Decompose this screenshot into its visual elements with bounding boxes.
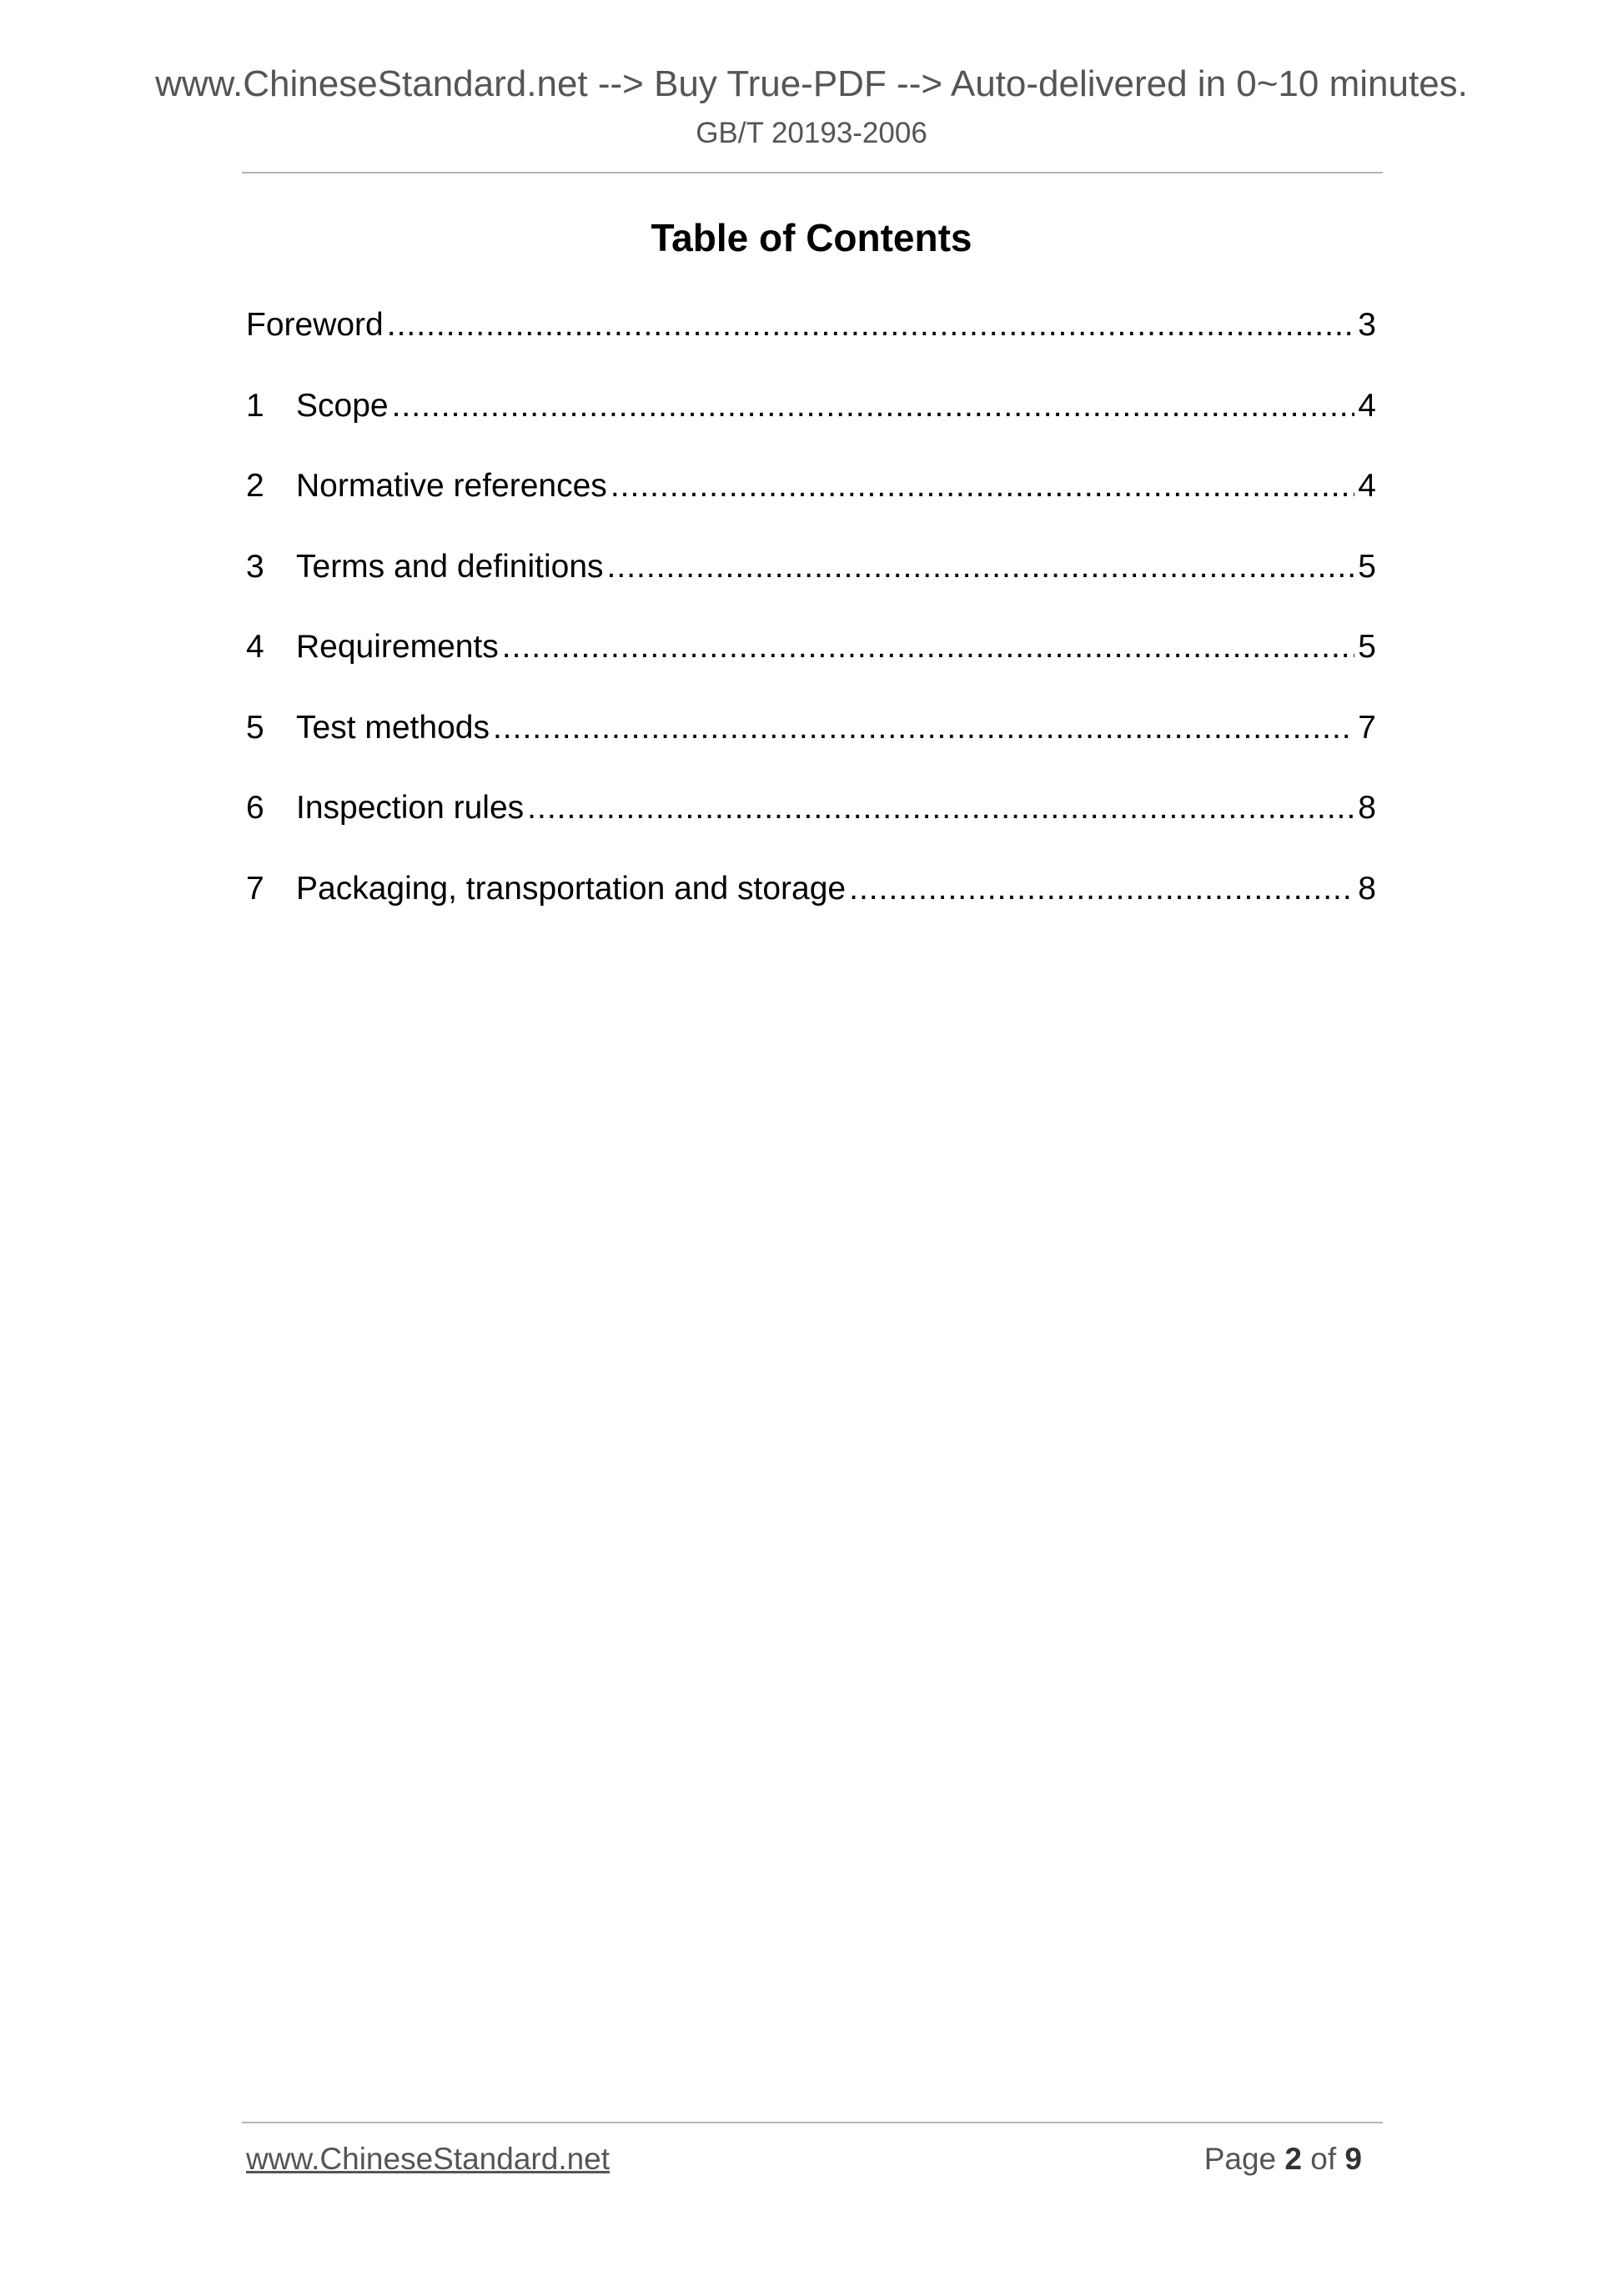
toc-entry-text: Foreword (246, 307, 384, 343)
toc-entry-page: 8 (1358, 790, 1376, 826)
toc-entry-requirements[interactable] (246, 629, 1376, 710)
toc-leader-dots (527, 790, 1354, 826)
toc-entry-number: 7 (246, 870, 264, 907)
toc-entry-number: 4 (246, 629, 264, 665)
table-of-contents (246, 307, 1376, 951)
toc-entry-number: 6 (246, 790, 264, 826)
header-divider (242, 172, 1383, 173)
toc-entry-page: 8 (1358, 870, 1376, 907)
toc-entry-number: 3 (246, 548, 264, 585)
toc-entry-number: 1 (246, 387, 264, 424)
toc-leader-dots (392, 388, 1355, 425)
footer-divider (242, 2122, 1383, 2123)
toc-entry-page: 7 (1358, 709, 1376, 746)
toc-entry-text: Terms and definitions (296, 548, 604, 585)
toc-entry-number: 2 (246, 468, 264, 504)
page-indicator (1204, 2142, 1362, 2177)
toc-entry-text: Packaging, transportation and storage (296, 870, 847, 907)
toc-title: Table of Contents (651, 216, 972, 259)
toc-entry-text: Scope (296, 387, 389, 424)
page-label: Page (1203, 2142, 1277, 2176)
toc-entry-foreword[interactable] (246, 307, 1376, 388)
toc-entry-packaging[interactable] (246, 871, 1376, 952)
toc-entry-page: 5 (1358, 548, 1376, 585)
toc-leader-dots (502, 629, 1355, 666)
toc-entry-text: Normative references (296, 468, 607, 504)
toc-entry-text: Requirements (296, 629, 499, 665)
toc-entry-page: 4 (1358, 468, 1376, 504)
page-of-label: of (1310, 2142, 1337, 2176)
toc-leader-dots (607, 549, 1355, 585)
toc-entry-page: 4 (1358, 387, 1376, 424)
toc-entry-page: 3 (1358, 307, 1376, 343)
toc-entry-scope[interactable] (246, 388, 1376, 469)
page-total: 9 (1344, 2142, 1362, 2176)
toc-entry-page: 5 (1358, 629, 1376, 665)
toc-entry-number: 5 (246, 709, 264, 746)
header-banner: www.ChineseStandard.net --> Buy True-PDF --> Auto-delivered in 0~10 minutes. (155, 63, 1468, 104)
toc-entry-normative-references[interactable] (246, 468, 1376, 549)
toc-leader-dots (493, 710, 1354, 746)
toc-leader-dots (611, 468, 1354, 505)
page-current: 2 (1284, 2142, 1302, 2176)
toc-entry-text: Inspection rules (296, 790, 525, 826)
toc-entry-text: Test methods (296, 709, 490, 746)
toc-leader-dots (849, 871, 1354, 907)
toc-entry-terms-and-definitions[interactable] (246, 549, 1376, 630)
toc-leader-dots (387, 307, 1355, 344)
standard-code: GB/T 20193-2006 (696, 117, 927, 149)
toc-entry-test-methods[interactable] (246, 710, 1376, 791)
footer-website-link[interactable]: www.ChineseStandard.net (246, 2142, 611, 2176)
toc-entry-inspection-rules[interactable] (246, 790, 1376, 871)
